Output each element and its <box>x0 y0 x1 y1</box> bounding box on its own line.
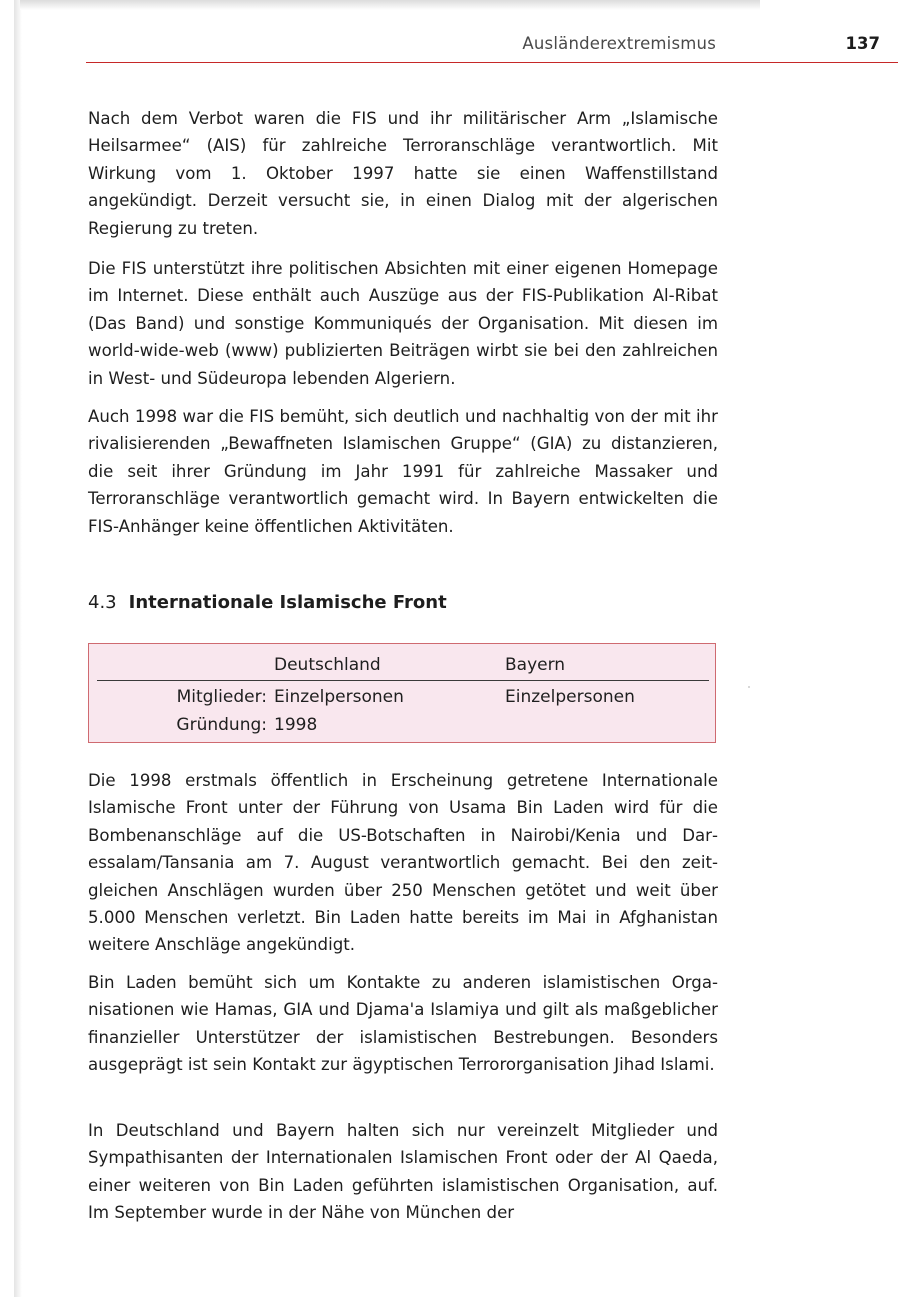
info-table <box>88 643 716 743</box>
paragraph-germany-bavaria: In Deutschland und Bayern halten sich nur vereinzelt Mitglieder und Sympathisanten der Internationalen Islamischen Front oder der Al Qaeda, einer weiteren von Bin Laden geführten islamistischen Organisation, auf. Im September wurde in der Nähe von München der <box>88 1121 718 1223</box>
paragraph-ais: Nach dem Verbot waren die FIS und ihr militärischer Arm „Islamische Heilsarmee“ (AIS) für zahlreiche Terroranschläge verantwortlich. Mit Wirkung vom 1. Oktober 1997 hatte sie einen Waffenstillstand angekündigt. Derzeit versucht sie, in einen Dialog mit der algerischen Regierung zu treten. <box>88 109 718 238</box>
page-top-shadow <box>20 0 760 10</box>
section-heading <box>88 592 447 613</box>
paragraph-bin-laden-contacts: Bin Laden bemüht sich um Kontakte zu anderen islamistischen Organisationen wie Hamas, GIA und Djama'a Islamiya und gilt als maßgeblicher finanzieller Unterstützer der islamistischen Bestrebungen. Besonders ausgeprägt ist sein Kontakt zur ägyptischen Terrororganisation Jihad Islami. <box>88 973 718 1075</box>
running-title: Ausländerextremismus <box>522 34 716 53</box>
running-header <box>86 34 898 60</box>
column-header-deutschland: Deutschland <box>274 655 381 675</box>
page-edge-shadow <box>14 0 22 1297</box>
cell-mitglieder-bayern: Einzelpersonen <box>505 687 635 707</box>
scan-speck <box>748 686 750 688</box>
header-rule <box>86 62 898 63</box>
cell-mitglieder-deutschland: Einzelpersonen <box>274 687 404 707</box>
column-header-bayern: Bayern <box>505 655 566 675</box>
row-label-gruendung: Gründung: <box>176 715 267 735</box>
section-title: Internationale Islamische Front <box>128 592 447 613</box>
table-header-rule <box>97 680 709 681</box>
cell-gruendung-deutschland: 1998 <box>274 715 318 735</box>
row-label-mitglieder: Mitglieder: <box>176 687 267 707</box>
page-number: 137 <box>845 34 880 53</box>
paragraph-fis-homepage: Die FIS unterstützt ihre politischen Absichten mit einer eigenen Homepage im Internet. Diese enthält auch Auszüge aus der FIS-Publikation Al-Ribat (Das Band) und sonstige Kommuniqués der Organisation. Mit diesen im world-wide-web (www) publizierten Beiträgen wirbt sie bei den zahlreichen in West- und Südeuropa lebenden Algeriern. <box>88 259 718 388</box>
paragraph-bin-laden-attacks: Die 1998 erstmals öffentlich in Erscheinung getretene Internationale Islamische Front unter der Führung von Usama Bin Laden wird für die Bombenanschläge auf die US-Botschaften in Nairobi/Kenia und Daressalam/Tansania am 7. August verantwortlich gemacht. Bei den zeitgleichen Anschlägen wurden über 250 Menschen getötet und weit über 5.000 Menschen verletzt. Bin Laden hatte bereits im Mai in Afghanistan weitere Anschläge angekündigt. <box>88 771 718 955</box>
paragraph-fis-gia: Auch 1998 war die FIS bemüht, sich deutlich und nachhaltig von der mit ihr rivalisierenden „Bewaffneten Islamischen Gruppe“ (GIA) zu distanzieren, die seit ihrer Gründung im Jahr 1991 für zahlreiche Massaker und Terroranschläge verantwortlich gemacht wird. In Bayern entwickelten die FIS-Anhänger keine öffentlichen Aktivitäten. <box>88 407 718 536</box>
section-number: 4.3 <box>88 592 117 613</box>
